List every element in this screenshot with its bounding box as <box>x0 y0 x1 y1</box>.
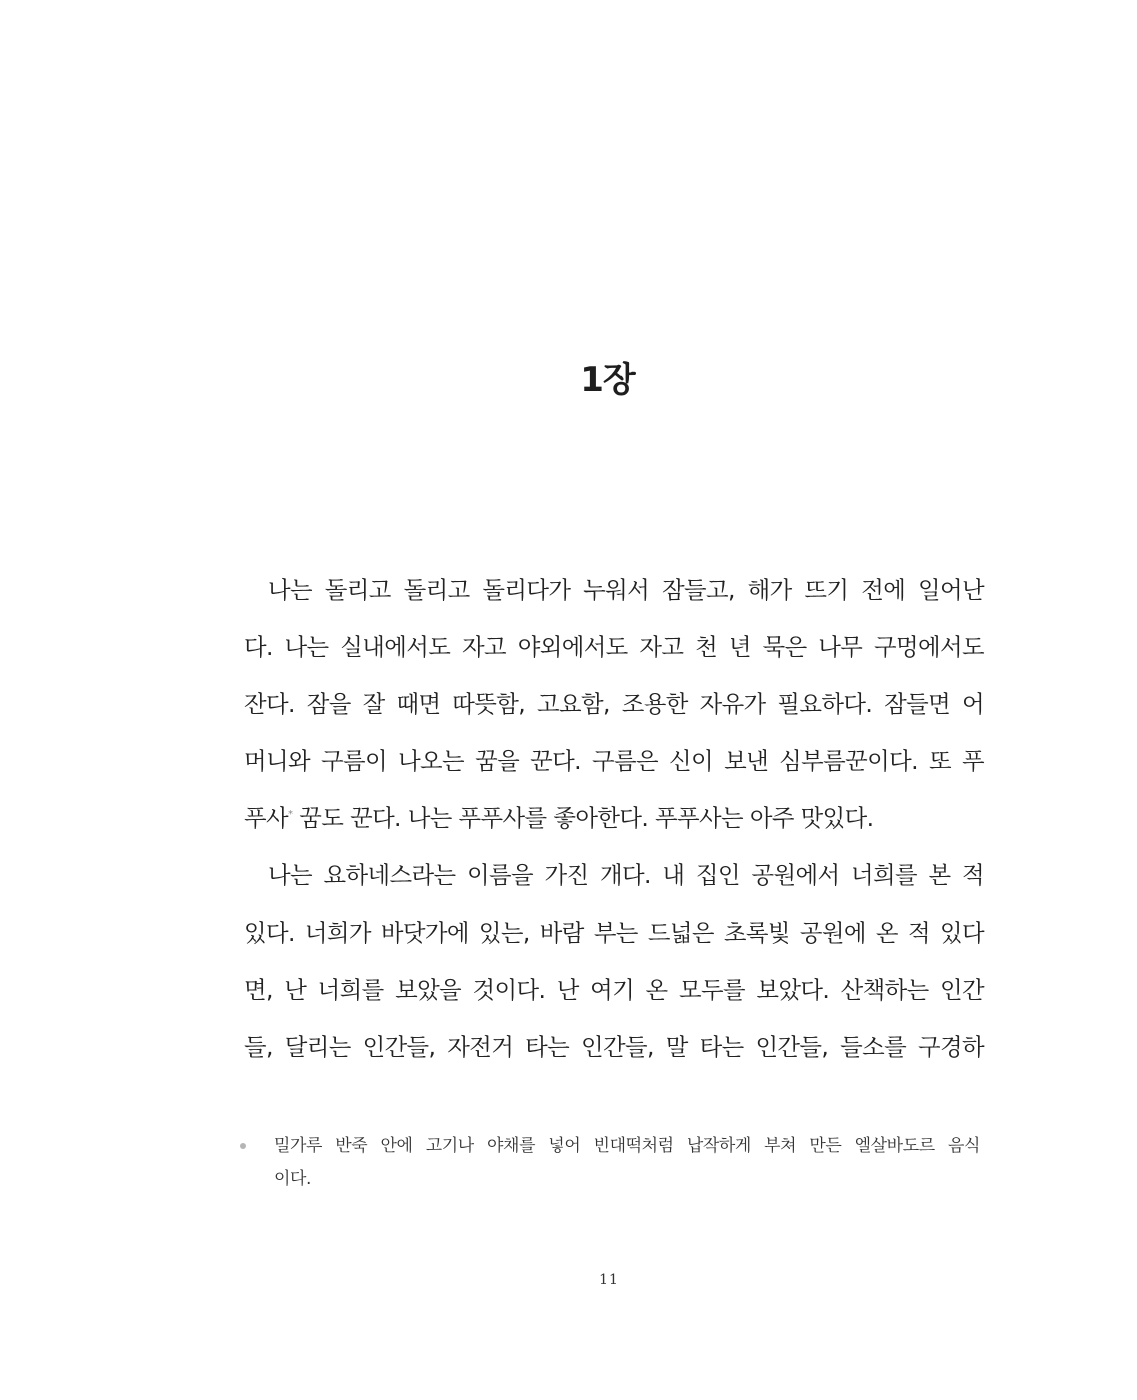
text-fragment: 푸사 <box>244 804 288 833</box>
footnote-bullet-icon <box>240 1143 246 1149</box>
text-line: 면, 난 너희를 보았을 것이다. 난 여기 온 모두를 보았다. 산책하는 인간 <box>244 975 984 1004</box>
text-line: 다. 나는 실내에서도 자고 야외에서도 자고 천 년 묵은 나무 구멍에서도 <box>244 633 984 662</box>
footnote-line: 밀가루 반죽 안에 고기나 야채를 넣어 빈대떡처럼 납작하게 부쳐 만든 엘살바도르 음식 <box>274 1136 980 1156</box>
text-fragment: 꿈도 꾼다. 나는 푸푸사를 좋아한다. 푸푸사는 아주 맛있다. <box>292 804 874 833</box>
page-number: 11 <box>599 1272 619 1288</box>
text-line: 들, 달리는 인간들, 자전거 타는 인간들, 말 타는 인간들, 들소를 구경하 <box>244 1032 984 1061</box>
footnote <box>240 1130 980 1196</box>
body-text <box>244 562 984 1076</box>
text-line: 잔다. 잠을 잘 때면 따뜻함, 고요함, 조용한 자유가 필요하다. 잠들면 어 <box>244 690 984 719</box>
text-line: 머니와 구름이 나오는 꿈을 꾼다. 구름은 신이 보낸 심부름꾼이다. 또 푸 <box>244 747 984 776</box>
footnote-line: 이다. <box>274 1169 312 1189</box>
text-line: 있다. 너희가 바닷가에 있는, 바람 부는 드넓은 초록빛 공원에 온 적 있다 <box>244 918 984 947</box>
text-line <box>244 790 984 847</box>
text-line: 나는 돌리고 돌리고 돌리다가 누워서 잠들고, 해가 뜨기 전에 일어난 <box>268 576 984 604</box>
text-line: 나는 요하네스라는 이름을 가진 개다. 내 집인 공원에서 너희를 본 적 <box>268 861 984 890</box>
chapter-title: 1장 <box>580 360 635 400</box>
footnote-marker: * <box>288 809 293 821</box>
